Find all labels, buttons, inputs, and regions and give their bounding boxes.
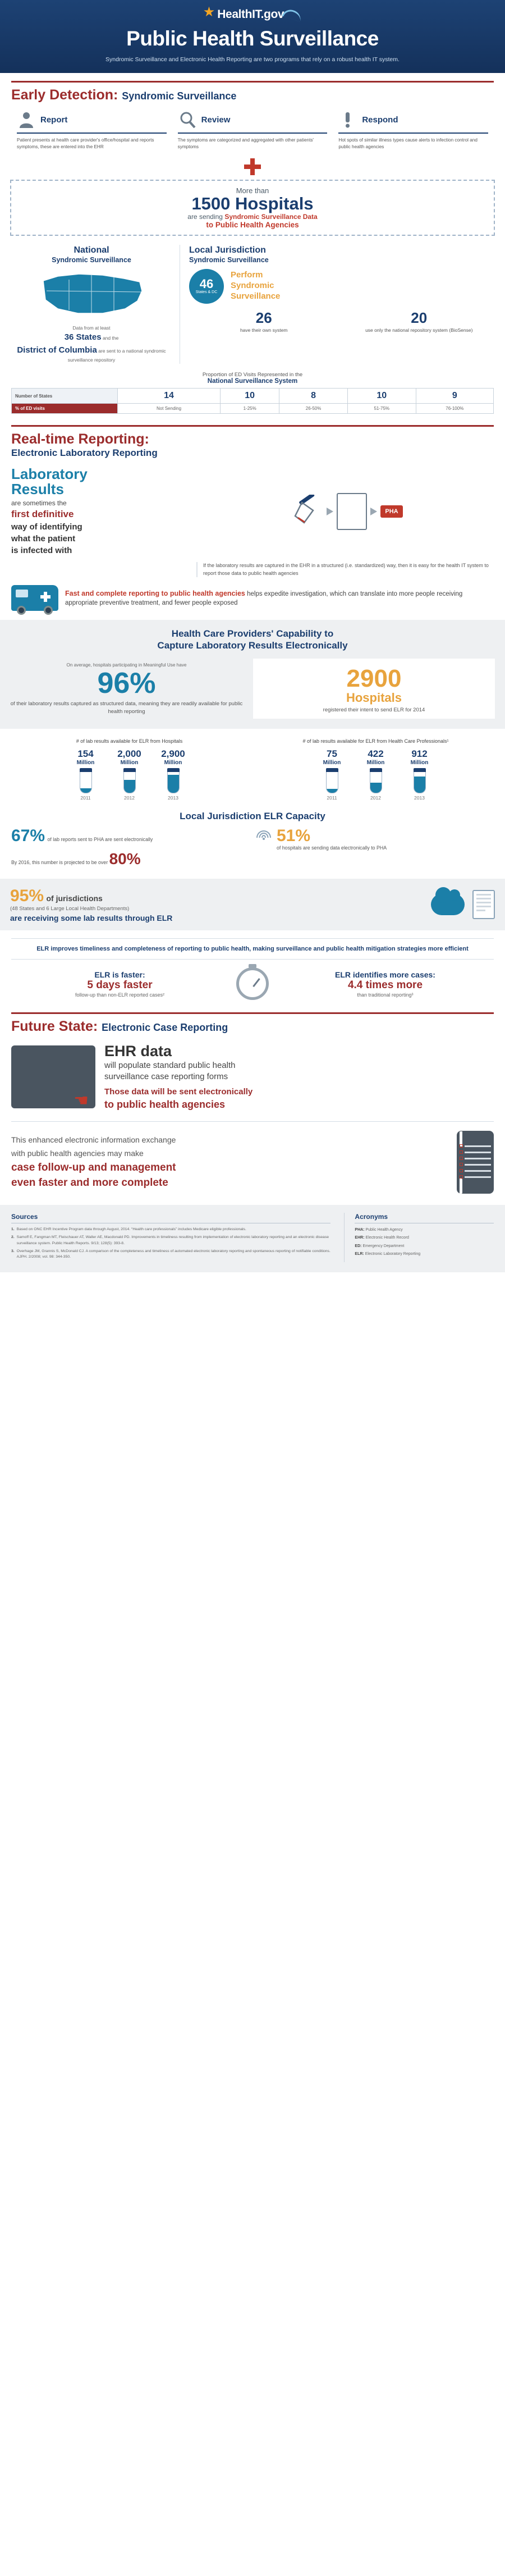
elr-80-pct: 80% bbox=[109, 849, 141, 867]
local-stats bbox=[189, 309, 494, 334]
ehr-data-red: Those data will be sent electronically to public health agencies bbox=[104, 1086, 253, 1110]
vial-number: 75 bbox=[327, 748, 337, 759]
table-row-states bbox=[12, 389, 494, 404]
cell-states-1: 10 bbox=[221, 389, 279, 404]
lab-results-vials bbox=[11, 738, 494, 801]
elr-capacity-cols bbox=[11, 828, 494, 871]
capability-title: Health Care Providers' Capability to Capture Laboratory Results Electronically bbox=[157, 628, 348, 651]
elr-51-text: of hospitals are sending data electronically to PHA bbox=[277, 844, 387, 851]
section-band-realtime bbox=[11, 425, 494, 459]
ehr-data-heading: EHR data bbox=[104, 1043, 172, 1060]
lab-results-flow bbox=[11, 467, 494, 556]
local-panel bbox=[180, 245, 494, 364]
capability-columns bbox=[10, 659, 495, 719]
hospitals-text bbox=[84, 186, 421, 230]
column-review bbox=[172, 110, 333, 150]
proportion-heading: Proportion of ED Visits Represented in the National Surveillance System bbox=[202, 372, 303, 385]
us-map-shape bbox=[35, 268, 148, 320]
report-body: Patient presents at health care provider's office/hospital and reports symptoms, these are entered into the EHR bbox=[17, 138, 154, 149]
vials-professionals bbox=[258, 738, 494, 801]
cell-ed-1: 1-25% bbox=[221, 404, 279, 414]
vial-2011-professionals bbox=[314, 748, 350, 801]
red-cross-divider bbox=[11, 158, 494, 175]
test-tube-icon bbox=[326, 768, 338, 793]
elr-capacity-left bbox=[11, 828, 250, 871]
local-stat-biosense bbox=[345, 309, 494, 334]
us-map-national bbox=[11, 268, 172, 321]
hospitals-more-than: More than bbox=[236, 186, 269, 195]
capability-right-sub: registered their intent to send ELR for 2014 bbox=[323, 706, 425, 713]
table-row-edvisits bbox=[12, 404, 494, 414]
national-panel bbox=[11, 245, 180, 364]
lab-title: Laboratory Results bbox=[11, 465, 88, 498]
row-label-edvisits: % of ED visits bbox=[12, 404, 118, 414]
jurisdictions-paren: (48 States and 6 Large Local Health Departments) bbox=[10, 905, 130, 912]
vial-unit: Million bbox=[76, 759, 95, 766]
elr-cases-text: than traditional reporting³ bbox=[357, 992, 414, 998]
infographic-page bbox=[0, 0, 505, 1272]
arrow-right-icon bbox=[327, 508, 333, 515]
vial-year: 2011 bbox=[327, 794, 337, 801]
jurisdictions-panel bbox=[0, 879, 505, 930]
elr-faster-number: 5 days faster bbox=[87, 979, 153, 991]
source-item-1: 1. Based on ONC EHR Incentive Program data through August, 2014. “Health care professionals” includes Medicare eligible professionals. bbox=[11, 1227, 246, 1232]
capability-right bbox=[253, 659, 495, 719]
acronym-ehr: EHR: Electronic Health Record bbox=[355, 1236, 409, 1240]
acronym-ed: ED: Emergency Department bbox=[355, 1244, 405, 1248]
section-early-detection bbox=[0, 110, 505, 175]
national-title: National Syndromic Surveillance bbox=[52, 245, 131, 264]
page-footer bbox=[0, 1205, 505, 1272]
acronyms-column bbox=[344, 1213, 494, 1262]
elr-capacity-title: Local Jurisdiction ELR Capacity bbox=[180, 810, 325, 821]
section-future-state bbox=[0, 1043, 505, 1194]
band-main-label: Future State: bbox=[11, 1018, 98, 1035]
elr-51-pct: 51% bbox=[277, 826, 311, 845]
vial-2012-hospitals bbox=[112, 748, 148, 801]
capability-left-note: On average, hospitals participating in Meaningful Use have bbox=[66, 662, 187, 668]
section-realtime-reporting bbox=[0, 467, 505, 611]
vial-number: 2,900 bbox=[161, 748, 185, 759]
people-group-right bbox=[427, 190, 486, 226]
elr-67-text: of lab reports sent to PHA are sent electronically bbox=[47, 836, 153, 842]
test-tube-icon bbox=[123, 768, 136, 793]
band-main-label: Early Detection: bbox=[11, 87, 118, 103]
acronym-pha: PHA: Public Health Agency bbox=[355, 1228, 403, 1232]
vial-year: 2012 bbox=[124, 794, 135, 801]
vial-number: 912 bbox=[411, 748, 428, 759]
cell-ed-3: 51-75% bbox=[347, 404, 416, 414]
enhanced-exchange-text: This enhanced electronic information exchange with public health agencies may make case follow-up and management even faster and more complete bbox=[11, 1135, 176, 1189]
review-label: Review bbox=[201, 115, 231, 125]
jurisdictions-line: are receiving some lab results through ELR bbox=[10, 913, 173, 922]
sources-title: Sources bbox=[11, 1213, 330, 1223]
cell-ed-4: 76-100% bbox=[416, 404, 493, 414]
medical-cross-icon bbox=[244, 158, 261, 175]
row-label-states: Number of States bbox=[12, 389, 118, 404]
stat-number: 26 bbox=[255, 309, 272, 326]
band-title bbox=[11, 87, 494, 103]
section-band-future bbox=[11, 1012, 494, 1035]
national-local-comparison bbox=[11, 245, 494, 364]
lab-report-doc-icon bbox=[472, 890, 495, 919]
elr-improvement-statement: ELR improves timeliness and completeness of reporting to public health, making surveillance and public health mitigation strategies more efficient bbox=[11, 938, 494, 960]
capability-left bbox=[10, 659, 243, 719]
capability-2900-number: 2900 bbox=[346, 664, 402, 692]
vial-unit: Million bbox=[120, 759, 139, 766]
band-main-label: Real-time Reporting: bbox=[11, 431, 149, 447]
smartphone-icon bbox=[457, 1131, 494, 1194]
elr-cases-number: 4.4 times more bbox=[347, 979, 423, 991]
vial-2013-hospitals bbox=[155, 748, 191, 801]
states-row bbox=[189, 269, 494, 304]
vial-unit: Million bbox=[164, 759, 182, 766]
elr-more-cases bbox=[277, 970, 494, 998]
sources-column bbox=[11, 1213, 330, 1262]
lab-paragraph: are sometimes the first definitive way of identifying what the patient is infected with bbox=[11, 499, 82, 556]
elr-faster-heading: ELR is faster: bbox=[94, 970, 145, 979]
structured-capture-note: If the laboratory results are captured in the EHR in a structured (i.e. standardized) way, then it is easy for the health IT system to report those data to public health agencies bbox=[196, 562, 494, 577]
review-body: The symptoms are categorized and aggregated with other patients' symptoms bbox=[177, 138, 314, 149]
hospitals-line1: are sending Syndromic Surveillance Data bbox=[187, 213, 318, 221]
swoosh-icon bbox=[282, 7, 303, 22]
vial-2013-professionals bbox=[402, 748, 438, 801]
band-sub-label: Electronic Case Reporting bbox=[102, 1022, 228, 1034]
vial-year: 2011 bbox=[80, 794, 91, 801]
report-document-icon bbox=[337, 493, 367, 530]
stat-text: have their own system bbox=[240, 327, 288, 333]
vials-hospitals bbox=[11, 738, 247, 801]
capability-2900-word: Hospitals bbox=[346, 690, 402, 705]
capability-panel bbox=[0, 620, 505, 729]
proportion-table bbox=[11, 388, 494, 414]
states-circle bbox=[189, 269, 224, 304]
cell-states-2: 8 bbox=[279, 389, 348, 404]
respond-label: Respond bbox=[362, 115, 398, 125]
local-title: Local Jurisdiction Syndromic Surveillance bbox=[189, 245, 269, 264]
column-report bbox=[11, 110, 172, 150]
vial-year: 2012 bbox=[370, 794, 381, 801]
tablet-device-icon bbox=[11, 1045, 95, 1111]
source-item-2: 2. Samoff E, Fangman MT, Fleischauer AT, Waller AE, Macdonald PD. Improvements in timeliness resulting from implementation of electronic laboratory reporting and an electronic disease surveillance system. Public Health Reports. 9/13; 128(5): 393-8. bbox=[11, 1235, 329, 1245]
stopwatch-icon bbox=[236, 967, 269, 1000]
report-review-respond bbox=[11, 110, 494, 150]
elr-comparison bbox=[11, 967, 494, 1000]
source-item-3: 3. Overhage JM, Grannis S, McDonald CJ. A comparison of the completeness and timeliness of automated electronic laboratory reporting and spontaneous reporting of notifiable conditions. AJPH. 2/2008; vol. 98: 344-350. bbox=[11, 1249, 330, 1259]
national-note: Data from at least 36 States and the District of Columbia are sent to a national syndromic surveillance repository bbox=[17, 325, 166, 363]
elr-faster bbox=[11, 970, 228, 998]
lab-flow-icons bbox=[202, 493, 494, 530]
capability-left-sub: of their laboratory results captured as structured data, meaning they are readily available for public health reporting bbox=[10, 701, 243, 715]
test-tube-icon bbox=[414, 768, 426, 793]
vial-unit: Million bbox=[323, 759, 341, 766]
vials-professionals-heading: # of lab results available for ELR from Health Care Professionals¹ bbox=[302, 738, 449, 745]
capability-96-pct: 96% bbox=[97, 667, 156, 700]
cell-ed-0: Not Sending bbox=[117, 404, 220, 414]
page-header bbox=[0, 0, 505, 73]
jurisdictions-of-label: of jurisdictions bbox=[46, 893, 103, 903]
cloud-upload-icon bbox=[431, 894, 465, 915]
states-number: 46 bbox=[199, 277, 214, 291]
vial-number: 2,000 bbox=[117, 748, 141, 759]
ehr-data-p1: will populate standard public health bbox=[104, 1061, 236, 1071]
vial-2011-hospitals bbox=[68, 748, 104, 801]
vials-hospitals-heading: # of lab results available for ELR from Hospitals bbox=[76, 738, 183, 745]
cell-states-3: 10 bbox=[347, 389, 416, 404]
wifi-icon bbox=[255, 828, 272, 840]
vial-unit: Million bbox=[410, 759, 429, 766]
section-band-early-detection bbox=[11, 81, 494, 103]
report-icon bbox=[17, 110, 36, 129]
band-title-future bbox=[11, 1018, 494, 1035]
vial-unit: Million bbox=[366, 759, 385, 766]
vial-number: 154 bbox=[77, 748, 94, 759]
stat-number: 20 bbox=[411, 309, 428, 326]
column-respond bbox=[333, 110, 494, 150]
page-subtitle: Syndromic Surveillance and Electronic Health Reporting are two programs that rely on a robust health IT system. bbox=[105, 56, 400, 63]
ambulance-icon bbox=[11, 585, 58, 611]
ehr-data-p2: surveillance case reporting forms bbox=[104, 1072, 228, 1082]
cell-ed-2: 26-50% bbox=[279, 404, 348, 414]
test-tube-icon bbox=[167, 768, 180, 793]
cell-states-4: 9 bbox=[416, 389, 493, 404]
local-stat-own-system bbox=[189, 309, 339, 334]
states-caption: States & DC bbox=[195, 290, 218, 295]
band-sub-label: Electronic Laboratory Reporting bbox=[11, 447, 158, 459]
stat-text: use only the national repository system (BioSense) bbox=[365, 327, 473, 333]
elr-cases-heading: ELR identifies more cases: bbox=[335, 970, 435, 979]
pha-badge: PHA bbox=[380, 505, 402, 518]
hospitals-number: 1500 Hospitals bbox=[191, 193, 314, 213]
test-tube-icon bbox=[370, 768, 382, 793]
report-label: Report bbox=[40, 115, 68, 125]
elr-projection-text: By 2016, this number is projected to be over 80% bbox=[11, 849, 141, 867]
magnifier-icon bbox=[178, 110, 197, 129]
hand-pointer-icon: ☚ bbox=[74, 1091, 89, 1111]
page-title: Public Health Surveillance bbox=[126, 27, 379, 50]
fast-reporting-text: Fast and complete reporting to public health agencies helps expedite investigation, which can translate into more people receiving appropriate preventive treatment, and fewer people exposed bbox=[65, 589, 463, 607]
cell-states-0: 14 bbox=[117, 389, 220, 404]
perform-text: Perform Syndromic Surveillance bbox=[231, 270, 281, 301]
fast-reporting-row bbox=[11, 585, 494, 611]
ehr-data-row bbox=[11, 1043, 494, 1111]
band-sub-label: Syndromic Surveillance bbox=[122, 90, 237, 102]
elr-faster-text: follow-up than non-ELR reported cases² bbox=[75, 992, 165, 998]
lab-results-text bbox=[11, 467, 196, 556]
star-icon: ★ bbox=[203, 4, 215, 20]
hospitals-line2: to Public Health Agencies bbox=[206, 221, 299, 230]
logo-text: HealthIT.gov bbox=[217, 8, 284, 21]
jurisdictions-95-pct: 95% bbox=[10, 886, 44, 905]
alert-icon bbox=[338, 110, 357, 129]
enhanced-exchange-row bbox=[11, 1121, 494, 1194]
arrow-right-icon-2 bbox=[370, 508, 377, 515]
band-title-realtime bbox=[11, 431, 494, 459]
hospitals-callout bbox=[10, 180, 495, 236]
elr-capacity-right bbox=[255, 828, 494, 871]
vial-year: 2013 bbox=[168, 794, 178, 801]
acronym-elr: ELR: Electronic Laboratory Reporting bbox=[355, 1252, 421, 1256]
test-tube-icon bbox=[293, 495, 323, 529]
acronyms-title: Acronyms bbox=[355, 1213, 494, 1223]
vial-year: 2013 bbox=[414, 794, 425, 801]
proportion-table-block bbox=[11, 372, 494, 414]
healthit-logo bbox=[0, 4, 505, 21]
ehr-data-text bbox=[104, 1043, 494, 1111]
elr-67-pct: 67% bbox=[11, 826, 45, 845]
jurisdictions-text bbox=[10, 887, 423, 922]
vial-number: 422 bbox=[368, 748, 384, 759]
respond-body: Hot spots of similar illness types cause alerts to infection control and public health agencies bbox=[338, 138, 478, 149]
test-tube-icon bbox=[80, 768, 92, 793]
vial-2012-professionals bbox=[358, 748, 394, 801]
people-group-left bbox=[19, 190, 78, 226]
